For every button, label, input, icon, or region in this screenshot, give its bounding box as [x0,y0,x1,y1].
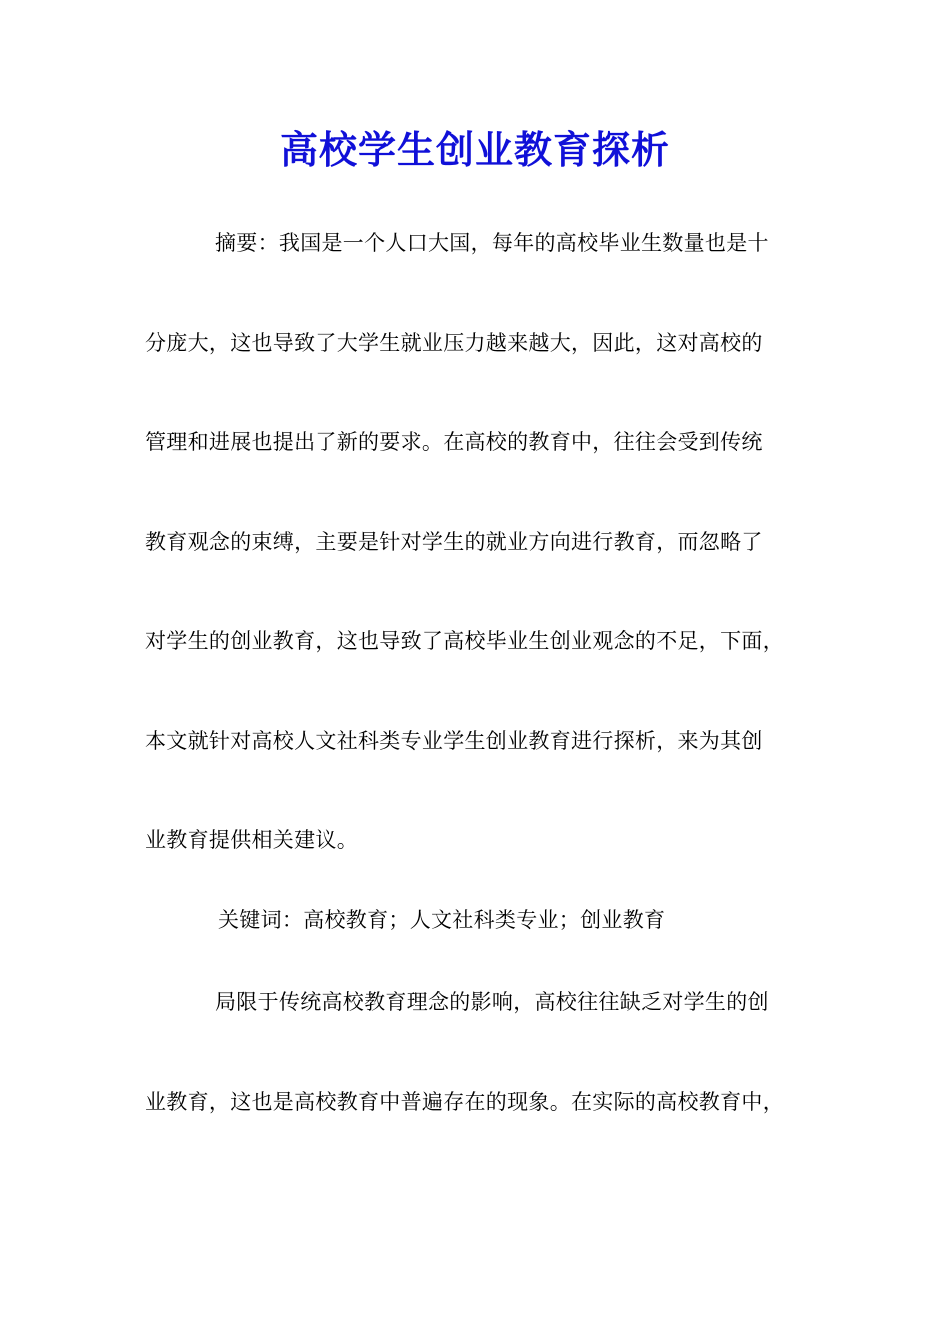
body-line-2: 业教育，这也是高校教育中普遍存在的现象。在实际的高校教育中， [145,1090,784,1114]
keywords-line: 关键词：高校教育；人文社科类专业；创业教育 [218,908,666,932]
body-line-1: 局限于传统高校教育理念的影响，高校往往缺乏对学生的创 [215,990,769,1014]
document-title: 高校学生创业教育探析 [279,127,670,172]
abstract-line-5: 对学生的创业教育，这也导致了高校毕业生创业观念的不足，下面， [145,629,784,653]
abstract-line-4: 教育观念的束缚，主要是针对学生的就业方向进行教育，而忽略了 [145,530,763,554]
abstract-line-3: 管理和进展也提出了新的要求。在高校的教育中，往往会受到传统 [145,430,763,454]
abstract-line-2: 分庞大，这也导致了大学生就业压力越来越大，因此，这对高校的 [145,331,763,355]
abstract-line-1: 摘要：我国是一个人口大国，每年的高校毕业生数量也是十 [215,231,769,255]
abstract-line-7: 业教育提供相关建议。 [145,828,358,852]
abstract-line-6: 本文就针对高校人文社科类专业学生创业教育进行探析，来为其创 [145,729,763,753]
